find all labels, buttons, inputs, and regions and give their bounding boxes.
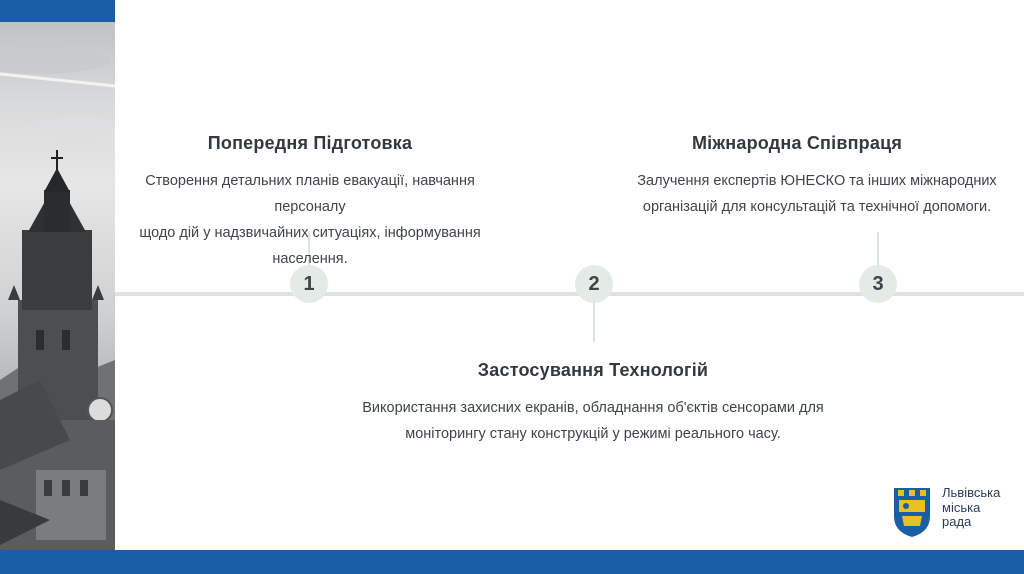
step-2-desc-line2: моніторингу стану конструкцій у режимі реального часу. (405, 426, 781, 442)
bottom-accent-bar (0, 550, 1024, 574)
step-3-block (610, 133, 1024, 220)
logo-line3: рада (942, 514, 972, 529)
step-2-desc-line1: Використання захисних екранів, обладнання об'єктів сенсорами для (362, 400, 824, 416)
step-1-desc-line2: щодо дій у надзвичайних ситуаціях, інформування населення. (139, 225, 481, 267)
lviv-coat-of-arms-icon (892, 486, 932, 538)
step-3-desc-line1: Залучення експертів ЮНЕСКО та інших міжнародних (637, 173, 997, 189)
top-accent-bar (0, 0, 115, 22)
step-3-circle (859, 265, 897, 303)
step-2-number: 2 (588, 272, 600, 295)
step-2-block (330, 360, 856, 447)
step-3-title: Міжнародна Співпраця (691, 133, 903, 153)
city-photo (0, 0, 115, 574)
lviv-city-council-logo (892, 486, 1012, 538)
logo-line2: міська (942, 499, 981, 515)
step-1-desc-line1: Створення детальних планів евакуації, навчання персоналу (145, 173, 475, 215)
step-3-number: 3 (872, 272, 884, 295)
step-1-block (110, 133, 510, 272)
step-1-title: Попередня Підготовка (207, 133, 413, 153)
step-2-circle (575, 265, 613, 303)
step-1-number: 1 (303, 272, 315, 295)
logo-line1: Львівська (942, 485, 1001, 500)
step-2-title: Застосування Технологій (477, 360, 709, 380)
connector-2 (593, 302, 595, 342)
tower-silhouette (0, 0, 115, 574)
step-3-desc-line2: організацій для консультацій та технічної допомоги. (642, 199, 992, 215)
